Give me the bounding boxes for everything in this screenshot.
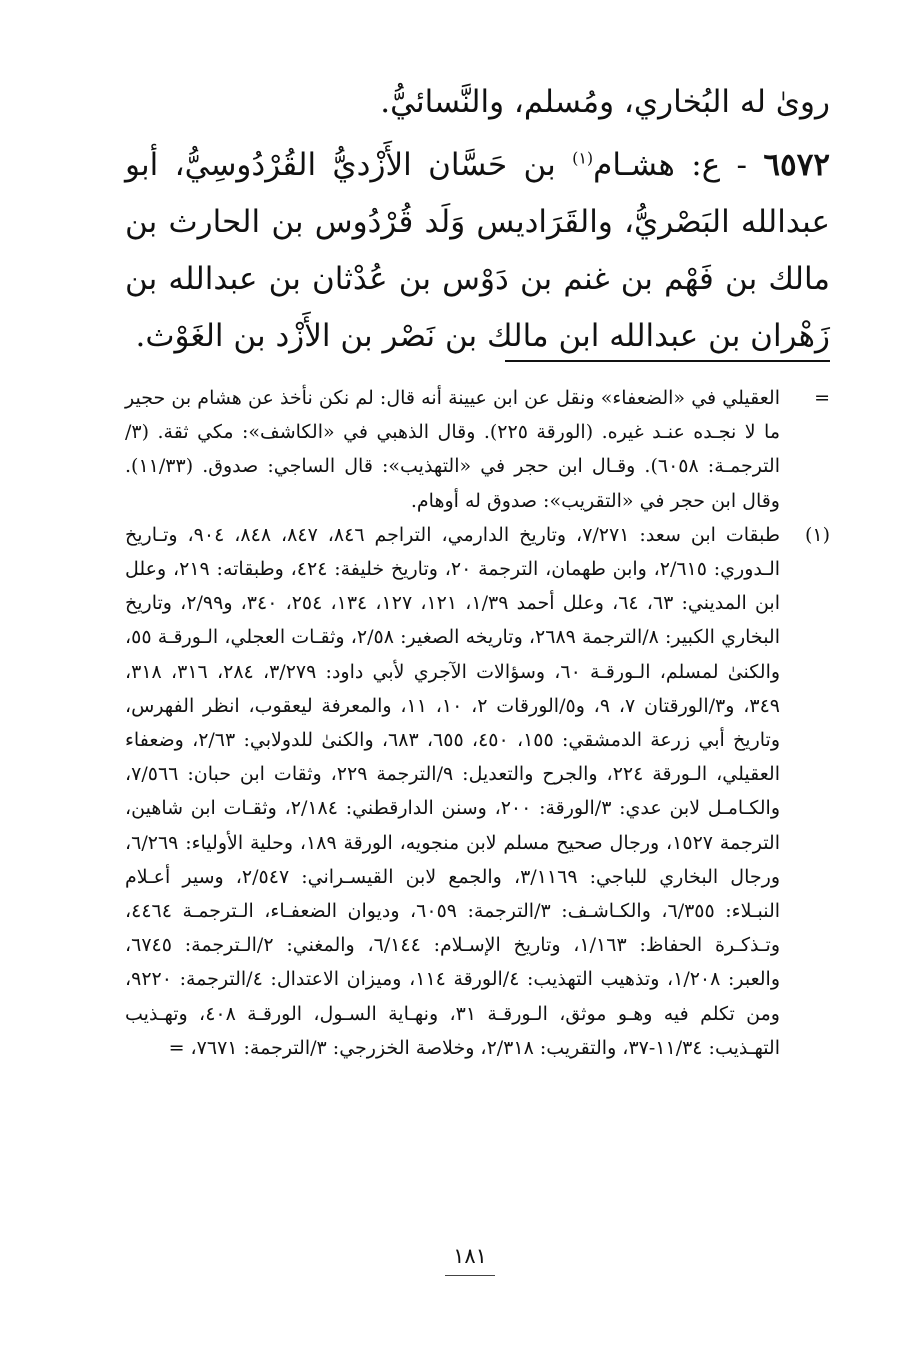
main-text (125, 74, 830, 365)
entry-lineage: بن حَسَّان الأَزْديُّ القُرْدُوسِيُّ، أبو عبدالله البَصْريُّ، والقَرَاديس وَلَد قُرْدُوس بن الحارث بن مالك بن فَهْم بن غنم بن دَوْس بن عُدْثان بن عبدالله بن زَهْران بن عبدالله ابن مالك بن نَصْر بن الأَزْد بن الغَوْث. (125, 147, 830, 354)
main-line-first: روىٰ له البُخاري، ومُسلم، والنَّسائيُّ. (380, 84, 830, 120)
footnotes (125, 381, 830, 1065)
footnote-text: العقيلي في «الضعفاء» ونقل عن ابن عيينة أنه قال: لم نكن نأخذ عن هشام بن حجير ما لا نجـده عنـد غيره. (الورقة ٢٢٥). وقال الذهبي في «الكاشف»: مكي ثقة. (٣/الترجمـة: ٦٠٥٨). وقـال ابن حجر في «التهذيب»: قال الساجي: صدوق. (١١/٣٣). وقال ابن حجر في «التقريب»: صدوق له أوهام. (125, 387, 780, 512)
biography-entry (125, 137, 830, 365)
footnote-continuation (125, 381, 830, 518)
footnote-1 (125, 518, 830, 1065)
entry-number: ٦٥٧٢ (763, 147, 830, 183)
footnote-text: طبقات ابن سعد: ٧/٢٧١، وتاريخ الدارمي، التراجم ٨٤٦، ٨٤٧، ٨٤٨، ٩٠٤، وتـاريخ الـدوري: ٢/٦١٥، وابن طهمان، الترجمة ٢٠، وتاريخ خليفة: ٤٢٤، وطبقاته: ٢١٩، وعلل ابن المديني: ٦٣، ٦٤، وعلل أحمد ١/٣٩، ١٢١، ١٢٧، ١٣٤، ٢٥٤، ٣٤٠، و٢/٩٩، وتاريخ البخاري الكبير: ٨/الترجمة ٢٦٨٩، وتاريخه الصغير: ٢/٥٨، وثقـات العجلي، الـورقـة ٥٥، والكنىٰ لمسلم، الـورقـة ٦٠، وسؤالات الآجري لأبي داود: ٣/٢٧٩، ٢٨٤، ٣١٦، ٣١٨، ٣٤٩، و٣/الورقتان ٧، ٩، و٥/الورقات ٢، ١٠، ١١، والمعرفة ليعقوب، انظر الفهرس، وتاريخ أبي زرعة الدمشقي: ١٥٥، ٤٥٠، ٦٥٥، ٦٨٣، والكنىٰ للدولابي: ٢/٦٣، وضعفاء العقيلي، الـورقة ٢٢٤، والجرح والتعديل: ٩/الترجمة ٢٢٩، وثقات ابن حبان: ٧/٥٦٦، والكـامـل لابن عدي: ٣/الورقة: ٢٠٠، وسنن الدارقطني: ٢/١٨٤، وثقـات ابن شاهين، الترجمة ١٥٢٧، ورجال صحيح مسلم لابن منجويه، الورقة ١٨٩، وحلية الأولياء: ٦/٢٦٩، ورجال البخاري للباجي: ٣/١١٦٩، والجمع لابن القيسـراني: ٢/٥٤٧، وسير أعـلام النبـلاء: ٦/٣٥٥، والكـاشـف: ٣/الترجمة: ٦٠٥٩، وديوان الضعفـاء، الـترجمـة ٤٤٦٤، وتـذكـرة الحفاظ: ١/١٦٣، وتاريخ الإسـلام: ٦/١٤٤، والمغني: ٢/الـترجمة: ٦٧٤٥، والعبر: ١/٢٠٨، وتذهيب التهذيب: ٤/الورقة ١١٤، وميزان الاعتدال: ٤/الترجمة: ٩٢٢٠، ومن تكلم فيه وهـو موثق، الـورقـة ٣١، ونهـاية السـول، الورقـة ٤٠٨، وتهـذيب التهـذيب: ١١/٣٤-٣٧، والتقريب: ٢/٣١٨، وخلاصة الخزرجي: ٣/الترجمة: ٧٦٧١، = (125, 523, 781, 1059)
page-number: ١٨١ (453, 1244, 487, 1268)
footnote-marker: = (814, 387, 830, 409)
footnote-separator (505, 360, 830, 362)
entry-name: - ع: هشـام (593, 147, 764, 183)
footnote-reference[interactable]: (١) (572, 148, 594, 168)
footnote-marker: (١) (804, 523, 830, 546)
page-number-underline (445, 1275, 495, 1276)
